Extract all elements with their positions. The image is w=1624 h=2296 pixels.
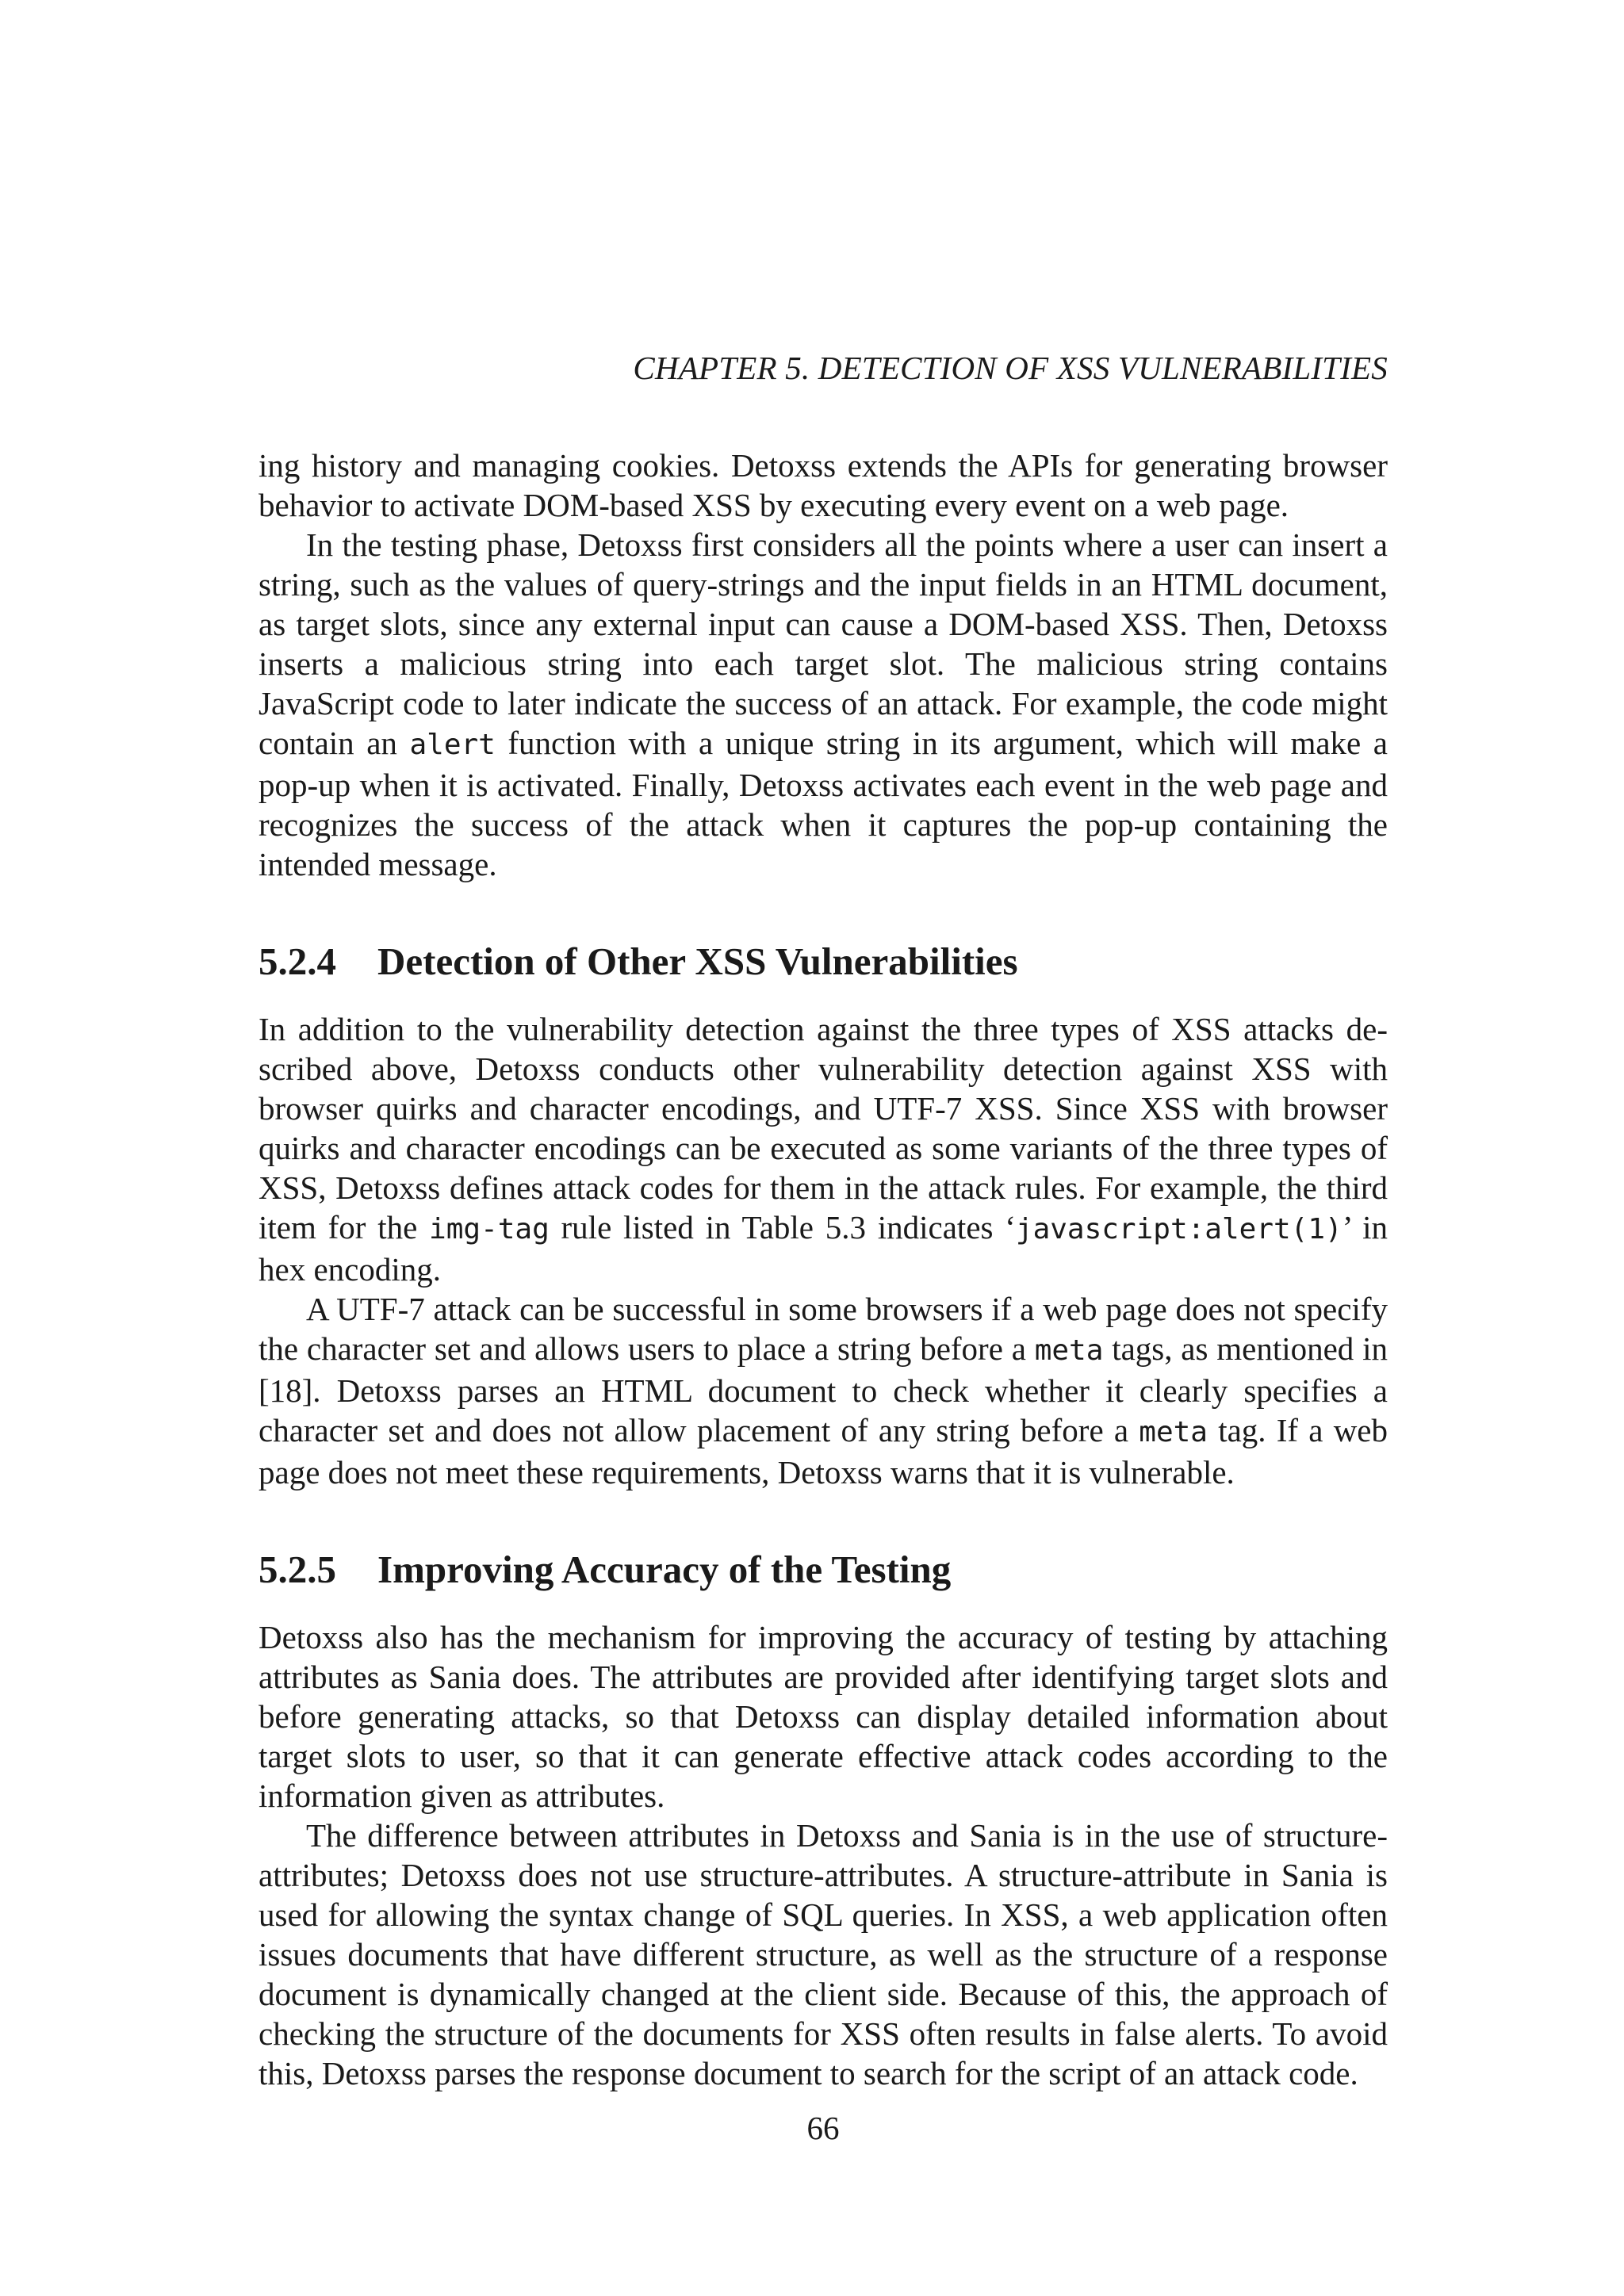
inline-code: meta	[1139, 1416, 1208, 1448]
running-header: CHAPTER 5. DETECTION OF XSS VULNERABILITIES	[633, 350, 1388, 386]
paragraph-text: function with a unique string in its argument, which will make a pop-up when it is activated. Finally, Detoxss activates each event in the web page and recognizes the success of the attack when it captures the pop-up containing the intended message.	[259, 725, 1388, 882]
inline-code: javascript:alert(1)	[1015, 1213, 1342, 1246]
paragraph-text: rule listed in Table 5.3 indicates ‘	[549, 1209, 1016, 1246]
paragraph-text: ’ in hex encoding.	[259, 1209, 1388, 1288]
paragraph	[259, 446, 1388, 525]
paragraph	[259, 525, 1388, 884]
inline-code: alert	[409, 729, 496, 761]
page-number: 66	[806, 2110, 840, 2146]
paragraph-text: tags, as mentioned in [18]. Detoxss parses an HTML document to check whether it clearly specifies a character set and does not allow placement of any string before a	[259, 1330, 1388, 1448]
section-number: 5.2.4	[259, 939, 336, 983]
document-page	[259, 0, 1388, 2296]
paragraph	[259, 1617, 1388, 1816]
inline-code: meta	[1034, 1334, 1104, 1367]
section-heading	[259, 1546, 1388, 1594]
paragraph-text: The difference between attributes in Detoxss and Sania is in the use of structure-attributes; Detoxss does not use structure-attributes. A structure-attribute in Sania is used for allowing the syntax change of SQL queries. In XSS, a web application often issues documents that have different structure, as well as the structure of a response document is dynamically changed at the client side. Because of this, the approach of checking the structure of the documents for XSS often results in false alerts. To avoid this, Detoxss parses the response document to search for the script of an attack code.	[259, 1817, 1388, 2091]
section-number: 5.2.5	[259, 1548, 336, 1591]
paragraph	[259, 1009, 1388, 1289]
paragraph-text: In addition to the vulnerability detection against the three types of XSS attacks described above, Detoxss conducts other vulnerability detection against XSS with browser quirks and character encodings, and UTF-7 XSS. Since XSS with browser quirks and character encodings can be executed as some variants of the three types of XSS, Detoxss defines attack codes for them in the attack rules. For example, the third item for the	[259, 1011, 1388, 1246]
section-heading	[259, 938, 1388, 985]
paragraph-text: tag. If a web page does not meet these requirements, Detoxss warns that it is vulnerable.	[259, 1412, 1388, 1490]
paragraph	[259, 1289, 1388, 1492]
paragraph-text: ing history and managing cookies. Detoxss extends the APIs for generating browser behavior to activate DOM-based XSS by executing every event on a web page.	[259, 447, 1388, 523]
paragraph-text: In the testing phase, Detoxss first considers all the points where a user can insert a string, such as the values of query-strings and the input fields in an HTML document, as target slots, since any external input can cause a DOM-based XSS. Then, Detoxss inserts a malicious string into each target slot. The malicious string contains JavaScript code to later indicate the success of an attack. For example, the code might contain an	[259, 526, 1388, 761]
section-title: Improving Accuracy of the Testing	[377, 1548, 952, 1591]
body-text	[259, 446, 1388, 2093]
paragraph-text: A UTF-7 attack can be successful in some browsers if a web page does not specify the character set and allows users to place a string before a	[259, 1291, 1388, 1367]
paragraph	[259, 1816, 1388, 2093]
paragraph-text: Detoxss also has the mechanism for improving the accuracy of testing by attaching attributes as Sania does. The attributes are provided after identifying target slots and before generating attacks, so that Detoxss can display detailed information about target slots to user, so that it can generate effective attack codes according to the information given as attributes.	[259, 1619, 1388, 1814]
section-title: Detection of Other XSS Vulnerabilities	[377, 939, 1018, 983]
inline-code: img-tag	[429, 1213, 550, 1246]
